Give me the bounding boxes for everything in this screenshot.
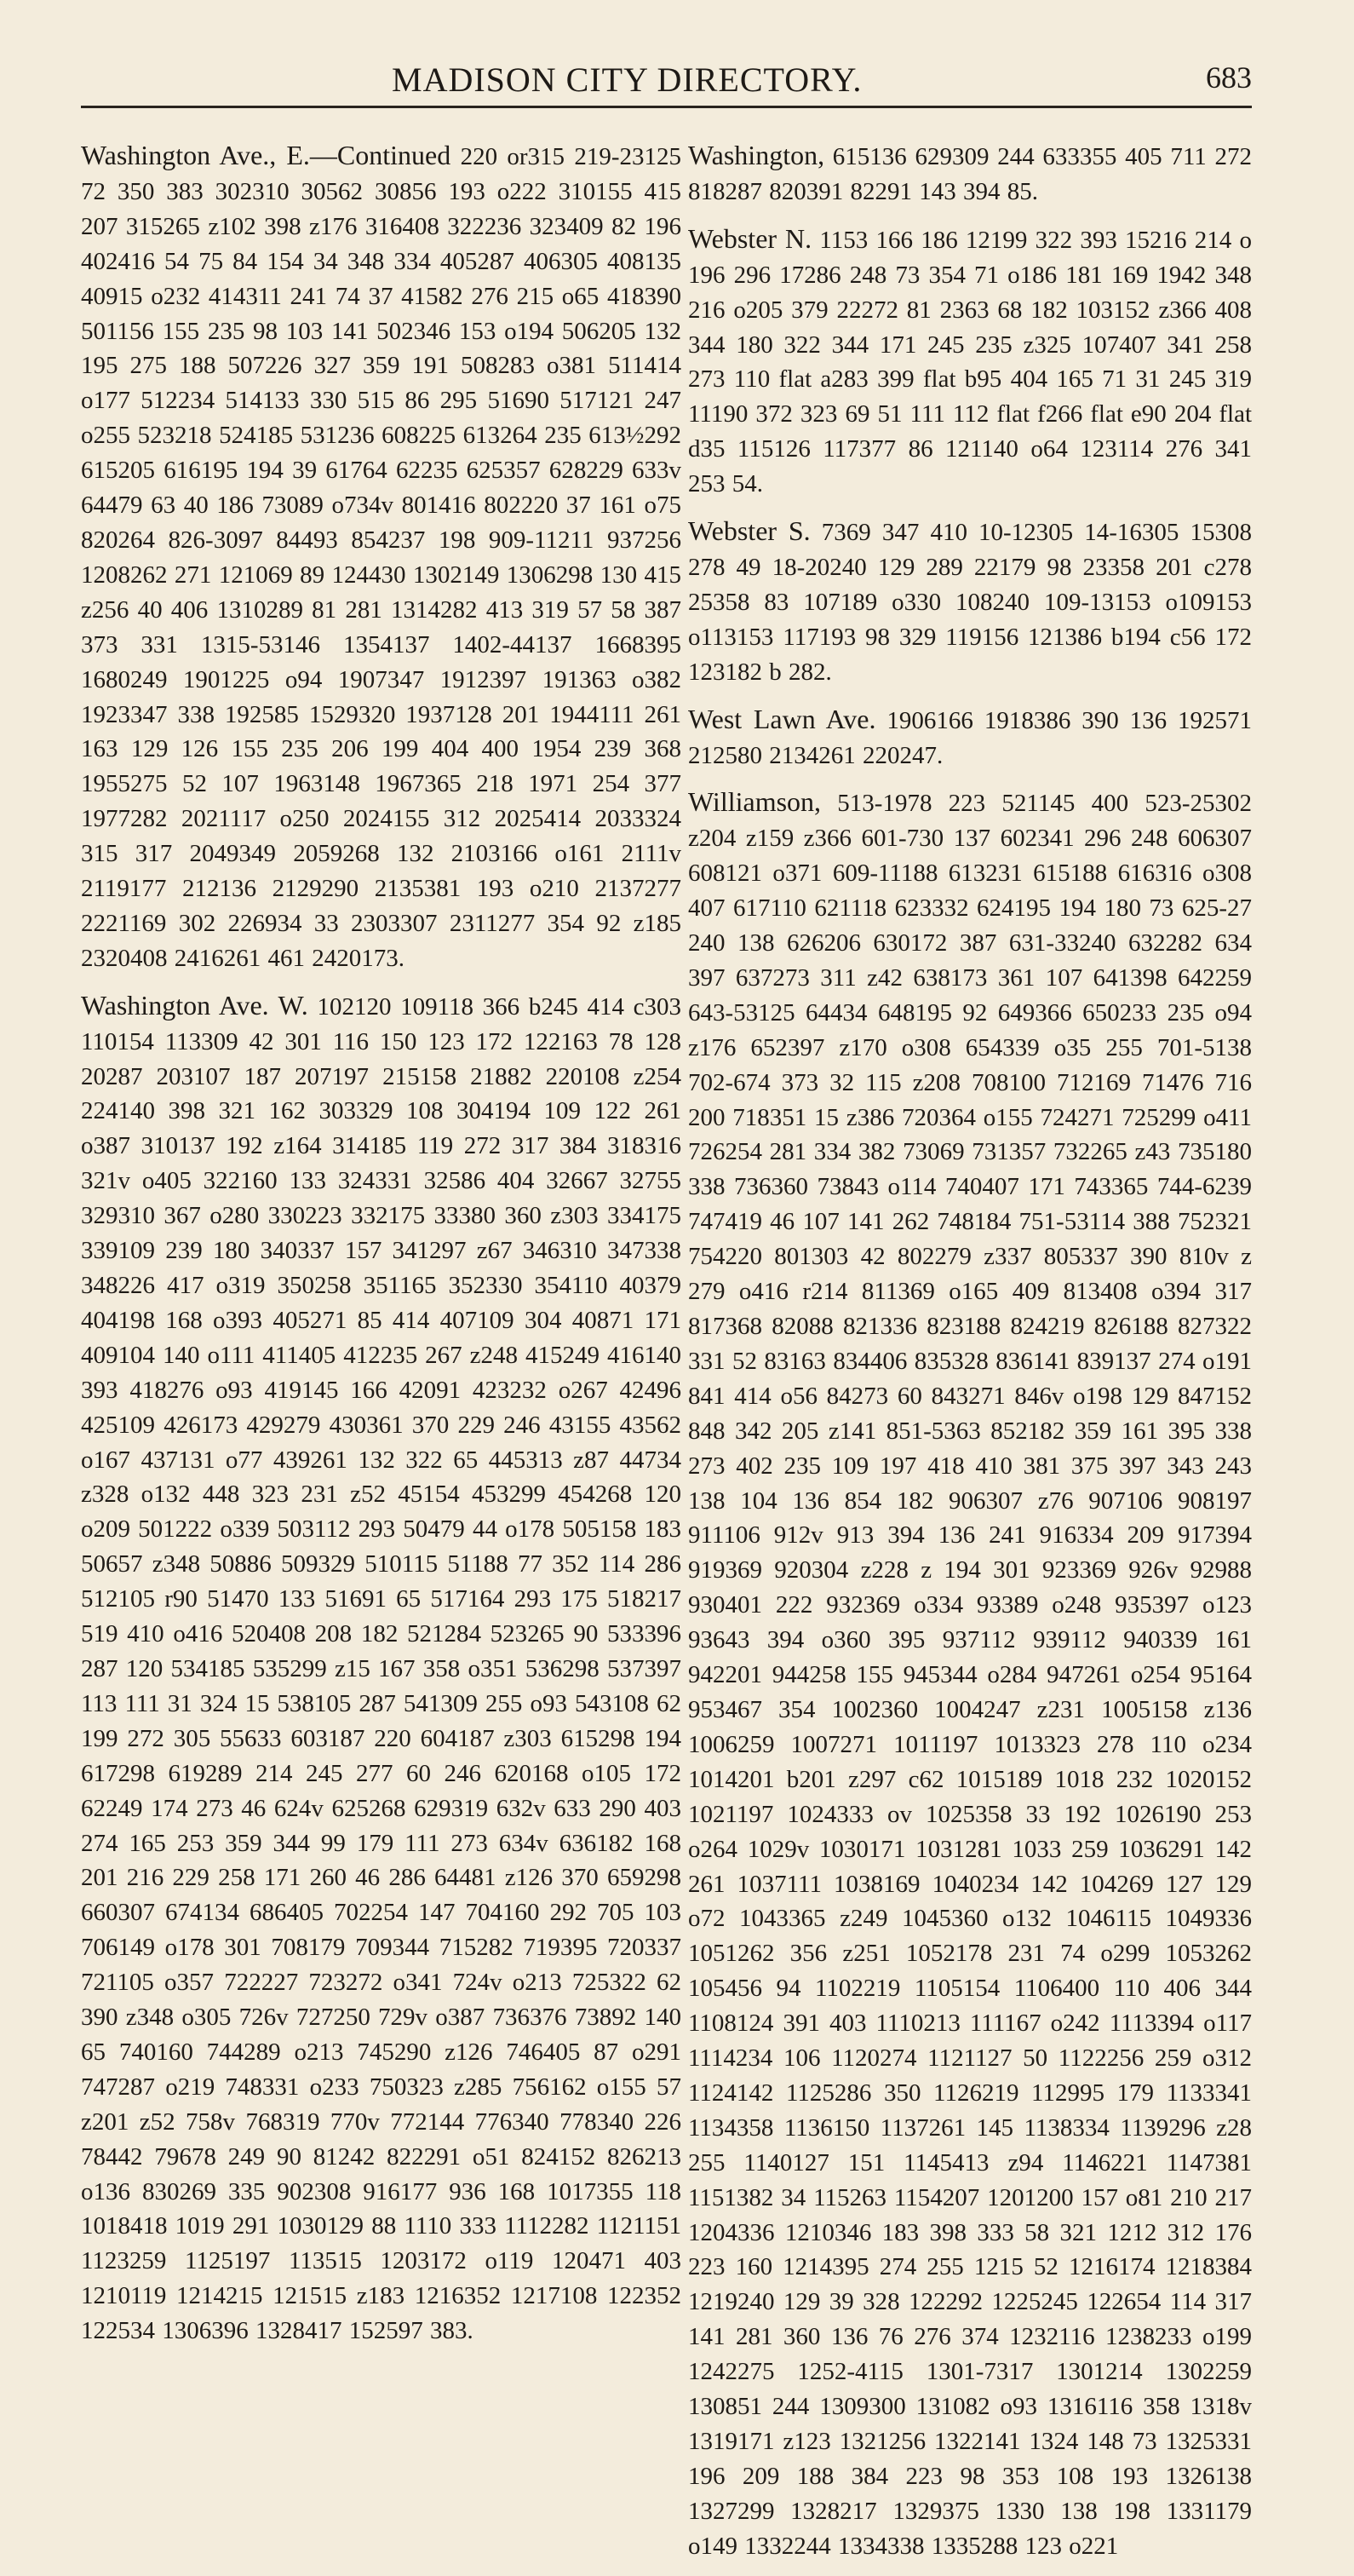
street-name: West Lawn Ave. xyxy=(688,703,876,734)
street-entry xyxy=(688,221,1252,502)
street-name: Webster S. xyxy=(688,515,811,547)
street-name: Webster N. xyxy=(688,222,812,254)
street-entry xyxy=(688,138,1252,210)
house-numbers: 1153 166 186 12199 322 393 15216 214 o 196 296 17286 248 73 354 71 o186 181 169 1942 348 216 o205 379 22272 81 2363 68 182 103152 z366 408 344 180 322 344 171 245 235 z325 107407 341 258 273 110 flat a283 399 flat b95 404 165 71 31 245 319 11190 372 323 69 51 111 112 flat f266 flat e90 204 flat d35 115126 117377 86 121140 o64 123114 276 341 253 54. xyxy=(688,226,1252,498)
street-entry xyxy=(688,514,1252,690)
right-column xyxy=(688,138,1252,2576)
house-numbers: 615136 629309 244 633355 405 711 272 818287 820391 82291 143 394 85. xyxy=(688,143,1252,205)
page-title: MADISON CITY DIRECTORY. xyxy=(392,60,863,99)
house-numbers: 220 or315 219-23125 72 350 383 302310 30562 30856 193 o222 310155 415 207 315265 z102 398 z176 316408 322236 323409 82 196 402416 54 75 84 154 34 348 334 405287 406305 408135 40915 o232 414311 241 74 37 41582 276 215 o65 418390 501156 155 235 98 103 141 502346 153 o194 506205 132 195 275 188 507226 327 359 191 508283 o381 511414 o177 512234 514133 330 515 86 295 51690 517121 247 o255 523218 524185 531236 608225 613264 235 613½292 615205 616195 194 39 61764 62235 625357 628229 633v 64479 63 40 186 73089 o734v 801416 802220 37 161 o75 820264 826-3097 84493 854237 198 909-11211 937256 1208262 271 121069 89 124430 1302149 1306298 130 415 z256 40 406 1310289 81 281 1314282 413 319 57 58 387 373 331 1315-53146 1354137 1402-44137 1668395 1680249 1901225 o94 1907347 1912397 191363 o382 1923347 338 192585 1529320 1937128 201 1944111 261 163 129 126 155 235 206 199 404 400 1954 239 368 1955275 52 107 1963148 1967365 218 1971 254 377 1977282 2021117 o250 2024155 312 2025414 2033324 315 317 2049349 2059268 132 2103166 o161 2111v 2119177 212136 2129290 2135381 193 o210 2137277 2221169 302 226934 33 2303307 2311277 354 92 z185 2320408 2416261 461 2420173. xyxy=(81,143,681,972)
street-entry xyxy=(688,702,1252,773)
street-entry xyxy=(81,138,681,976)
page-number: 683 xyxy=(1206,60,1252,95)
house-numbers: 7369 347 410 10-12305 14-16305 15308 278 49 18-20240 129 289 22179 98 23358 201 c278 25358 83 107189 o330 108240 109-13153 o109153 o113153 117193 98 329 119156 121386 b194 c56 172 123182 b 282. xyxy=(688,519,1253,686)
left-column xyxy=(81,138,681,2360)
header-rule xyxy=(81,106,1252,108)
house-numbers: 513-1978 223 521145 400 523-25302 z204 z159 z366 601-730 137 602341 296 248 606307 608121 o371 609-11188 613231 615188 616316 o308 407 617110 621118 623332 624195 194 180 73 625-27 240 138 626206 630172 387 631-33240 632282 634 397 637273 311 z42 638173 361 107 641398 642259 643-53125 64434 648195 92 649366 650233 235 o94 z176 652397 z170 o308 654339 o35 255 701-5138 702-674 373 32 115 z208 708100 712169 71476 716 200 718351 15 z386 720364 o155 724271 725299 o411 726254 281 334 382 73069 731357 732265 z43 735180 338 736360 73843 o114 740407 171 743365 744-6239 747419 46 107 141 262 748184 751-53114 388 752321 754220 801303 42 802279 z337 805337 390 810v z 279 o416 r214 811369 o165 409 813408 o394 317 817368 82088 821336 823188 824219 826188 827322 331 52 83163 834406 835328 836141 839137 274 o191 841 414 o56 84273 60 843271 846v o198 129 847152 848 342 205 z141 851-5363 852182 359 161 395 338 273 402 235 109 197 418 410 381 375 397 343 243 138 104 136 854 182 906307 z76 907106 908197 911106 912v 913 394 136 241 916334 209 917394 919369 920304 z228 z 194 301 923369 926v 92988 930401 222 932369 o334 93389 o248 935397 o123 93643 394 o360 395 937112 939112 940339 161 942201 944258 155 945344 o284 947261 o254 95164 953467 354 1002360 1004247 z231 1005158 z136 1006259 1007271 1011197 1013323 278 110 o234 1014201 b201 z297 c62 1015189 1018 232 1020152 1021197 1024333 ov 1025358 33 192 1026190 253 o264 1029v 1030171 1031281 1033 259 1036291 142 261 1037111 1038169 1040234 142 104269 127 129 o72 1043365 z249 1045360 o132 1046115 1049336 1051262 356 z251 1052178 231 74 o299 1053262 105456 94 1102219 1105154 1106400 110 406 344 1108124 391 403 1110213 111167 o242 1113394 o117 1114234 106 1120274 1121127 50 1122256 259 o312 1124142 1125286 350 1126219 112995 179 1133341 1134358 1136150 1137261 145 1138334 1139296 z28 255 1140127 151 1145413 z94 1146221 1147381 1151382 34 115263 1154207 1201200 157 o81 210 217 1204336 1210346 183 398 333 58 321 1212 312 176 223 160 1214395 274 255 1215 52 1216174 1218384 1219240 129 39 328 122292 1225245 122654 114 317 141 281 360 136 76 276 374 1232116 1238233 o199 1242275 1252-4115 1301-7317 1301214 1302259 130851 244 1309300 131082 o93 1316116 358 1318v 1319171 z123 1321256 1322141 1324 148 73 1325331 196 209 188 384 223 98 353 108 193 1326138 1327299 1328217 1329375 1330 138 198 1331179 o149 1332244 1334338 1335288 123 o221 xyxy=(688,790,1252,2560)
street-name: Washington, xyxy=(688,140,825,170)
house-numbers: 102120 109118 366 b245 414 c303 110154 113309 42 301 116 150 123 172 122163 78 128 20287 203107 187 207197 215158 21882 220108 z254 224140 398 321 162 303329 108 304194 109 122 261 o387 310137 192 z164 314185 119 272 317 384 318316 321v o405 322160 133 324331 32586 404 32667 32755 329310 367 o280 330223 332175 33380 360 z303 334175 339109 239 180 340337 157 341297 z67 346310 347338 348226 417 o319 350258 351165 352330 354110 40379 404198 168 o393 405271 85 414 407109 304 40871 171 409104 140 o111 411405 412235 267 z248 415249 416140 393 418276 o93 419145 166 42091 423232 o267 42496 425109 426173 429279 430361 370 229 246 43155 43562 o167 437131 o77 439261 132 322 65 445313 z87 44734 z328 o132 448 323 231 z52 45154 453299 454268 120 o209 501222 o339 503112 293 50479 44 o178 505158 183 50657 z348 50886 509329 510115 51188 77 352 114 286 512105 r90 51470 133 51691 65 517164 293 175 518217 519 410 o416 520408 208 182 521284 523265 90 533396 287 120 534185 535299 z15 167 358 o351 536298 537397 113 111 31 324 15 538105 287 541309 255 o93 543108 62 199 272 305 55633 603187 220 604187 z303 615298 194 617298 619289 214 245 277 60 246 620168 o105 172 62249 174 273 46 624v 625268 629319 632v 633 290 403 274 165 253 359 344 99 179 111 273 634v 636182 168 201 216 229 258 171 260 46 286 64481 z126 370 659298 660307 674134 686405 702254 147 704160 292 705 103 706149 o178 301 708179 709344 715282 719395 720337 721105 o357 722227 723272 o341 724v o213 725322 62 390 z348 o305 726v 727250 729v o387 736376 73892 140 65 740160 744289 o213 745290 z126 746405 87 o291 747287 o219 748331 o233 750323 z285 756162 o155 57 z201 z52 758v 768319 770v 772144 776340 778340 226 78442 79678 249 90 81242 822291 o51 824152 826213 o136 830269 335 902308 916177 936 168 1017355 118 1018418 1019 291 1030129 88 1110 333 1112282 1121151 1123259 1125197 113515 1203172 o119 120471 403 1210119 1214215 121515 z183 1216352 1217108 122352 122534 1306396 1328417 152597 383. xyxy=(81,992,682,2345)
street-name: Washington Ave., E.—Continued xyxy=(81,140,451,170)
street-entry xyxy=(688,785,1252,2563)
house-numbers: 1906166 1918386 390 136 192571 212580 2134261 220247. xyxy=(688,706,1253,769)
street-entry xyxy=(81,988,681,2349)
street-name: Williamson, xyxy=(688,786,822,818)
street-name: Washington Ave. W. xyxy=(81,989,308,1021)
page-header xyxy=(81,60,1252,111)
